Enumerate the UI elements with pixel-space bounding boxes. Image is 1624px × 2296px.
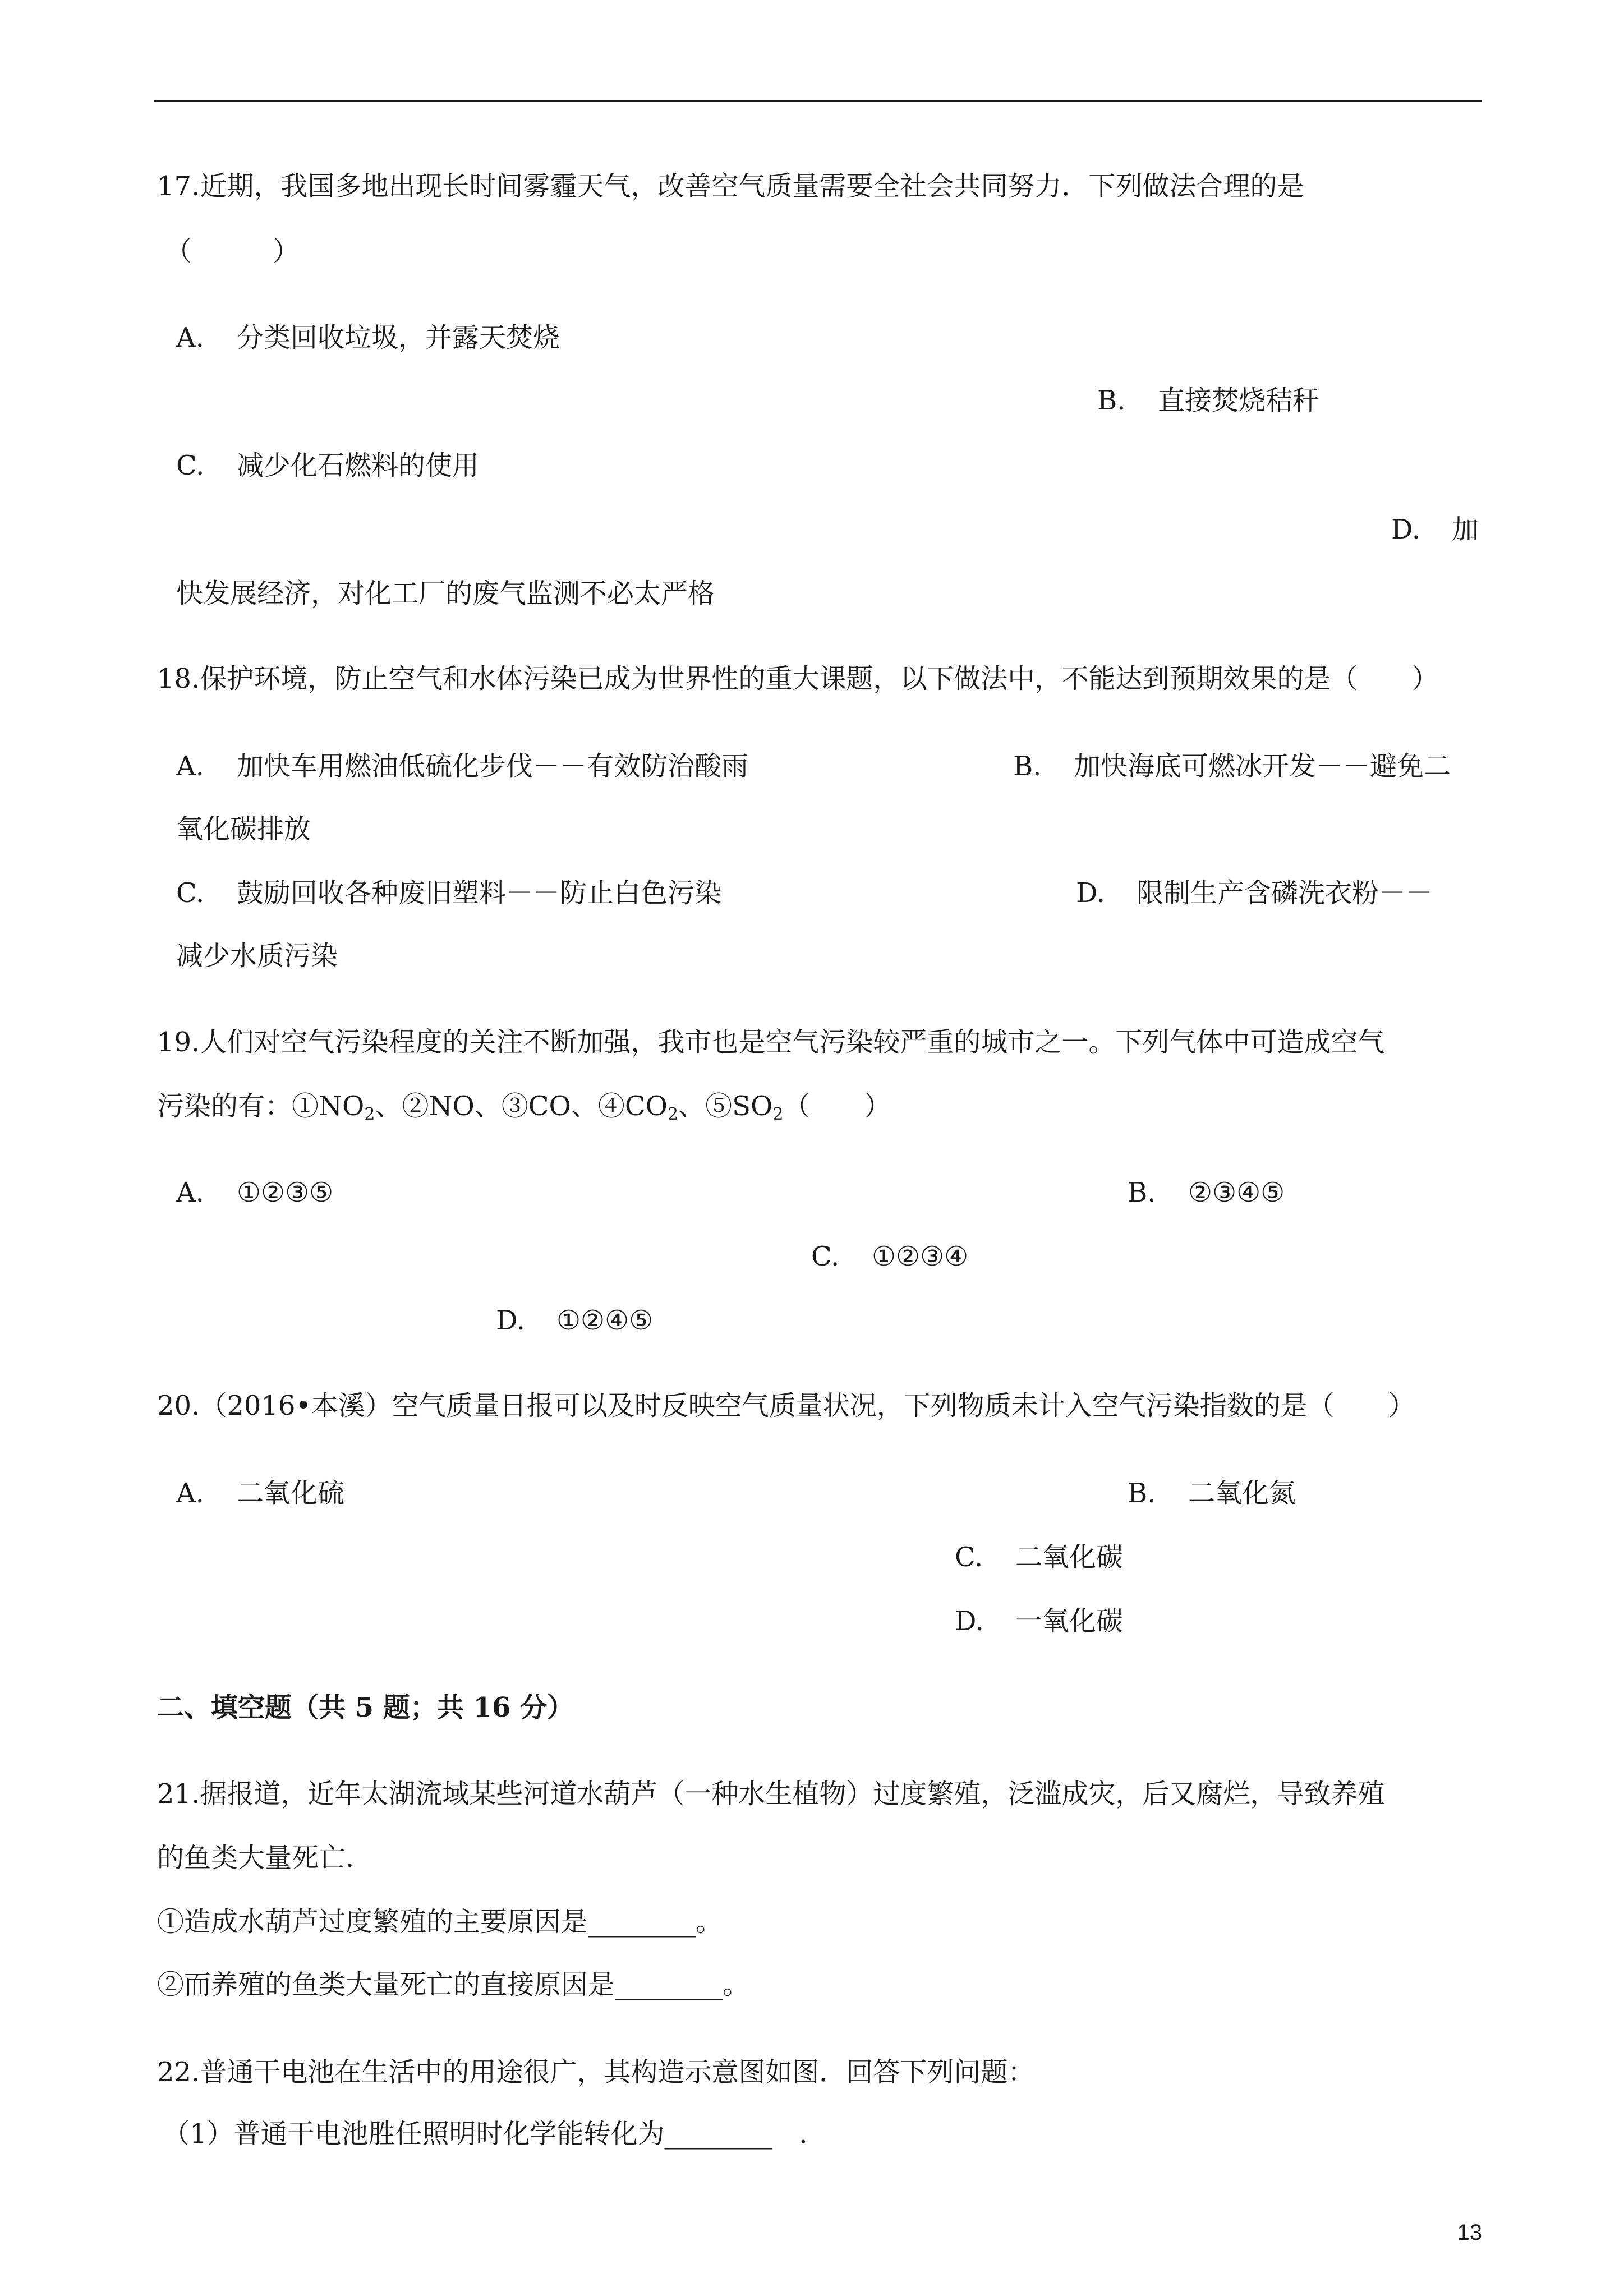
option-letter: C. xyxy=(811,1241,840,1272)
option-letter: B. xyxy=(1013,751,1042,782)
section-heading: 二、填空题（共 5 题；共 16 分） xyxy=(157,1692,574,1723)
q18-option-d xyxy=(1076,876,1433,910)
option-text: 加快海底可燃冰开发－－避免二 xyxy=(1074,751,1451,782)
subscript: 2 xyxy=(772,1105,784,1124)
q19-option-b xyxy=(1128,1176,1285,1209)
q19-stem-prefix: 污染的有：①NO xyxy=(157,1091,365,1122)
q17-option-d xyxy=(1391,513,1479,546)
option-letter: D. xyxy=(1391,514,1421,545)
q18-option-c xyxy=(176,876,721,910)
q17-stem-line1: 17.近期，我国多地出现长时间雾霾天气，改善空气质量需要全社会共同努力．下列做法合理的是 xyxy=(157,171,1304,202)
q20-option-b xyxy=(1128,1476,1296,1510)
q21-stem-line1: 21.据报道，近年太湖流域某些河道水葫芦（一种水生植物）过度繁殖，泛滥成灾，后又腐烂，导致养殖 xyxy=(157,1778,1385,1810)
option-letter: D. xyxy=(1076,877,1106,909)
q20-option-d xyxy=(955,1604,1123,1638)
subscript: 2 xyxy=(667,1105,679,1124)
option-letter: D. xyxy=(955,1605,984,1637)
q17-option-c xyxy=(176,449,479,482)
q19-stem-line1: 19.人们对空气污染程度的关注不断加强，我市也是空气污染较严重的城市之一。下列气体中可造成空气 xyxy=(157,1027,1385,1058)
subscript: 2 xyxy=(364,1105,375,1124)
option-text: 二氧化硫 xyxy=(237,1478,345,1509)
option-letter: B. xyxy=(1097,385,1126,416)
option-text: 二氧化氮 xyxy=(1188,1478,1296,1509)
q18-option-b xyxy=(1013,749,1451,783)
header-rule xyxy=(154,100,1482,102)
option-letter: B. xyxy=(1128,1177,1156,1208)
q20-stem: 20.（2016•本溪）空气质量日报可以及时反映空气质量状况，下列物质未计入空气污染指数的是（ ） xyxy=(157,1390,1415,1421)
option-letter: A. xyxy=(176,751,204,782)
q17-option-a xyxy=(176,321,560,355)
q19-stem-part2: 、②NO、③CO、④CO xyxy=(375,1091,668,1122)
option-text: ①②③⑤ xyxy=(237,1177,334,1208)
option-text: 二氧化碳 xyxy=(1015,1542,1124,1573)
option-text: 减少化石燃料的使用 xyxy=(237,450,480,481)
option-text: 直接焚烧秸秆 xyxy=(1158,385,1320,416)
option-letter: C. xyxy=(955,1542,983,1573)
page-number: 13 xyxy=(1457,2220,1482,2245)
option-text: ①②④⑤ xyxy=(556,1305,654,1336)
q19-option-d xyxy=(496,1304,653,1337)
q17-stem-line2: （ ） xyxy=(165,236,300,267)
q19-stem-suffix: （ ） xyxy=(783,1091,891,1122)
option-text: 限制生产含磷洗衣粉－－ xyxy=(1137,877,1433,909)
q18-stem: 18.保护环境，防止空气和水体污染已成为世界性的重大课题，以下做法中，不能达到预期效果的是（ ） xyxy=(157,663,1439,694)
q18-option-d-continuation: 减少水质污染 xyxy=(176,940,338,972)
option-letter: C. xyxy=(176,877,205,909)
option-letter: C. xyxy=(176,450,205,481)
q19-option-a xyxy=(176,1176,333,1209)
option-letter: A. xyxy=(176,322,204,353)
option-text: 加 xyxy=(1452,514,1479,545)
q18-option-b-continuation: 氧化碳排放 xyxy=(176,813,311,845)
option-text: 一氧化碳 xyxy=(1015,1605,1124,1637)
option-text: ②③④⑤ xyxy=(1188,1177,1285,1208)
option-text: 鼓励回收各种废旧塑料－－防止白色污染 xyxy=(237,877,722,909)
q20-option-a xyxy=(176,1476,344,1510)
q17-option-d-continuation: 快发展经济，对化工厂的废气监测不必太严格 xyxy=(176,578,715,609)
q22-stem: 22.普通干电池在生活中的用途很广，其构造示意图如图．回答下列问题： xyxy=(157,2056,1035,2088)
q21-sub1: ①造成水葫芦过度繁殖的主要原因是________。 xyxy=(157,1906,723,1938)
option-text: ①②③④ xyxy=(872,1241,969,1272)
option-letter: B. xyxy=(1128,1478,1156,1509)
q17-option-b xyxy=(1097,384,1319,417)
q20-option-c xyxy=(955,1540,1123,1574)
q21-sub2: ②而养殖的鱼类大量死亡的直接原因是________。 xyxy=(157,1969,750,2000)
option-letter: A. xyxy=(176,1478,204,1509)
q21-stem-line2: 的鱼类大量死亡. xyxy=(157,1842,355,1874)
option-text: 分类回收垃圾，并露天焚烧 xyxy=(237,322,560,353)
q19-stem-part3: 、⑤SO xyxy=(678,1091,773,1122)
q18-option-a xyxy=(176,749,748,783)
option-text: 加快车用燃油低硫化步伐－－有效防治酸雨 xyxy=(237,751,749,782)
q19-option-c xyxy=(811,1240,968,1273)
q19-stem-line2 xyxy=(157,1089,891,1123)
option-letter: D. xyxy=(496,1305,526,1336)
option-letter: A. xyxy=(176,1177,204,1208)
q22-sub1: （1）普通干电池胜任照明时化学能转化为________ ． xyxy=(163,2118,826,2150)
